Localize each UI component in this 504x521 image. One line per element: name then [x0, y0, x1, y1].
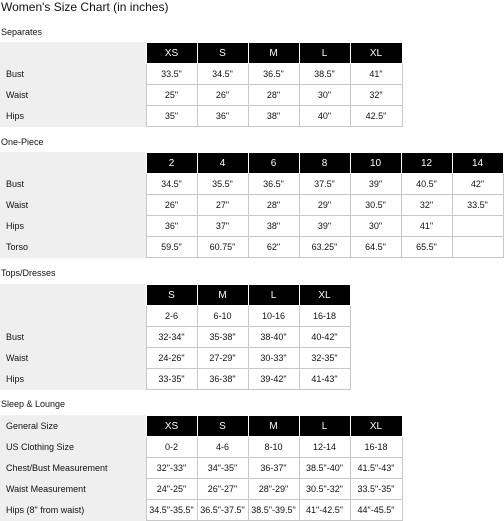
table-row	[0, 348, 350, 369]
table-cell: 34.5"-35.5"	[146, 500, 197, 521]
table-cell: 41"-42.5"	[299, 500, 350, 521]
table-header-row	[0, 416, 402, 437]
table-row	[0, 174, 503, 195]
row-label: General Size	[6, 421, 59, 431]
table-cell: 0-2	[146, 437, 197, 458]
table-cell: 37.5"	[299, 174, 350, 195]
table-row	[0, 458, 402, 479]
row-label: Waist	[6, 90, 29, 100]
table-row	[0, 479, 402, 500]
table-cell: 38"	[248, 106, 299, 127]
row-label: Hips	[6, 111, 25, 121]
header-corner	[0, 153, 146, 174]
table-cell: 38.5"	[299, 64, 350, 85]
row-label: Hips	[6, 374, 25, 384]
size-header: S	[197, 416, 248, 437]
row-label: Waist Measurement	[6, 484, 86, 494]
table-cell: 35.5"	[197, 174, 248, 195]
table-cell: 27-29"	[197, 348, 248, 369]
size-header: 8	[299, 153, 350, 174]
table-cell: 33.5"	[452, 195, 503, 216]
row-label: Bust	[6, 69, 25, 79]
table-cell: 44"-45.5"	[350, 500, 402, 521]
table-cell: 65.5"	[401, 237, 452, 258]
table-header-row	[0, 43, 402, 64]
table-row	[0, 306, 350, 327]
size-header: M	[248, 416, 299, 437]
size-header: 6	[248, 153, 299, 174]
table-cell: 33-35"	[146, 369, 197, 390]
table-cell: 29"	[299, 195, 350, 216]
table-cell: 32"-33"	[146, 458, 197, 479]
table-cell: 36"	[146, 216, 197, 237]
size-header: XL	[350, 43, 402, 64]
table-header-row	[0, 153, 503, 174]
table-cell: 59.5"	[146, 237, 197, 258]
table-row	[0, 106, 402, 127]
section-label-one-piece: One-Piece	[1, 137, 44, 147]
table-cell: 35"	[146, 106, 197, 127]
table-cell: 36"	[197, 106, 248, 127]
table-row	[0, 85, 402, 106]
size-header: 4	[197, 153, 248, 174]
table-cell: 39"	[299, 216, 350, 237]
row-label: Waist	[6, 353, 29, 363]
table-cell: 36-37"	[248, 458, 299, 479]
table-cell: 60.75"	[197, 237, 248, 258]
table-cell: 16-18	[350, 437, 402, 458]
size-header: 12	[401, 153, 452, 174]
table-cell: 36.5"	[248, 64, 299, 85]
table-cell: 6-10	[197, 306, 248, 327]
table-row	[0, 237, 503, 258]
row-label	[0, 306, 146, 327]
row-label: Bust	[6, 179, 25, 189]
table-cell: 39-42"	[248, 369, 299, 390]
table-row	[0, 327, 350, 348]
table-cell: 34.5"	[197, 64, 248, 85]
table-cell: 12-14	[299, 437, 350, 458]
separates-table	[0, 42, 403, 127]
page-title: Women's Size Chart (in inches)	[1, 0, 169, 14]
table-row	[0, 195, 503, 216]
table-cell: 41-43"	[299, 369, 350, 390]
table-cell	[452, 237, 503, 258]
table-cell: 36-38"	[197, 369, 248, 390]
size-header: 10	[350, 153, 401, 174]
size-header: XS	[146, 416, 197, 437]
table-cell: 33.5"-35"	[350, 479, 402, 500]
table-cell: 30.5"	[350, 195, 401, 216]
table-cell: 24-26"	[146, 348, 197, 369]
table-cell: 27"	[197, 195, 248, 216]
table-cell: 40-42"	[299, 327, 350, 348]
table-cell: 30-33"	[248, 348, 299, 369]
table-cell: 33.5"	[146, 64, 197, 85]
table-cell: 30"	[299, 85, 350, 106]
section-label-separates: Separates	[1, 27, 43, 37]
one-piece-table	[0, 152, 504, 258]
tops-dresses-table	[0, 284, 351, 390]
table-header-row	[0, 285, 350, 306]
table-cell: 26"	[197, 85, 248, 106]
size-header: XL	[299, 285, 350, 306]
table-cell: 39"	[350, 174, 401, 195]
table-cell: 28"-29"	[248, 479, 299, 500]
table-cell: 40.5"	[401, 174, 452, 195]
table-cell: 30.5"-32"	[299, 479, 350, 500]
row-label: Hips	[6, 221, 25, 231]
header-corner	[0, 43, 146, 64]
table-cell: 41"	[350, 64, 402, 85]
table-row	[0, 216, 503, 237]
size-header: M	[197, 285, 248, 306]
size-header: L	[299, 416, 350, 437]
table-cell: 26"	[146, 195, 197, 216]
table-cell: 16-18	[299, 306, 350, 327]
header-corner	[0, 285, 146, 306]
size-header: M	[248, 43, 299, 64]
table-cell: 32-34"	[146, 327, 197, 348]
table-cell: 32"	[350, 85, 402, 106]
table-cell: 41.5"-43"	[350, 458, 402, 479]
table-cell: 32"	[401, 195, 452, 216]
size-header: 2	[146, 153, 197, 174]
table-cell: 28"	[248, 85, 299, 106]
table-cell: 34"-35"	[197, 458, 248, 479]
table-row	[0, 369, 350, 390]
table-cell: 28"	[248, 195, 299, 216]
table-cell: 25"	[146, 85, 197, 106]
table-cell: 38.5"-39.5"	[248, 500, 299, 521]
table-cell: 8-10	[248, 437, 299, 458]
table-cell: 32-35"	[299, 348, 350, 369]
table-cell: 42.5"	[350, 106, 402, 127]
size-header: L	[248, 285, 299, 306]
table-cell: 34.5"	[146, 174, 197, 195]
table-cell: 10-16	[248, 306, 299, 327]
table-cell: 2-6	[146, 306, 197, 327]
table-row	[0, 64, 402, 85]
table-cell: 37"	[197, 216, 248, 237]
sleep-lounge-table	[0, 415, 403, 521]
size-header: XL	[350, 416, 402, 437]
size-header: L	[299, 43, 350, 64]
size-header: S	[146, 285, 197, 306]
table-cell: 26"-27"	[197, 479, 248, 500]
table-cell: 40"	[299, 106, 350, 127]
row-label: Bust	[6, 332, 25, 342]
table-row	[0, 437, 402, 458]
table-cell: 24"-25"	[146, 479, 197, 500]
table-cell: 63.25"	[299, 237, 350, 258]
row-label: Waist	[6, 200, 29, 210]
table-cell: 38-40"	[248, 327, 299, 348]
size-header: XS	[146, 43, 197, 64]
row-label: Torso	[6, 242, 29, 252]
table-cell: 4-6	[197, 437, 248, 458]
table-cell: 35-38"	[197, 327, 248, 348]
table-cell: 36.5"-37.5"	[197, 500, 248, 521]
row-label: Hips (8" from waist)	[6, 505, 85, 515]
table-row	[0, 500, 402, 521]
section-label-tops-dresses: Tops/Dresses	[1, 268, 56, 278]
table-cell: 30"	[350, 216, 401, 237]
table-cell: 41"	[401, 216, 452, 237]
size-header: 14	[452, 153, 503, 174]
table-cell: 36.5"	[248, 174, 299, 195]
table-cell: 62"	[248, 237, 299, 258]
table-cell: 38"	[248, 216, 299, 237]
table-cell	[452, 216, 503, 237]
size-header: S	[197, 43, 248, 64]
row-label: US Clothing Size	[6, 442, 75, 452]
section-label-sleep-lounge: Sleep & Lounge	[1, 399, 66, 409]
table-cell: 38.5"-40"	[299, 458, 350, 479]
row-label: Chest/Bust Measurement	[6, 463, 108, 473]
table-cell: 42"	[452, 174, 503, 195]
table-cell: 64.5"	[350, 237, 401, 258]
